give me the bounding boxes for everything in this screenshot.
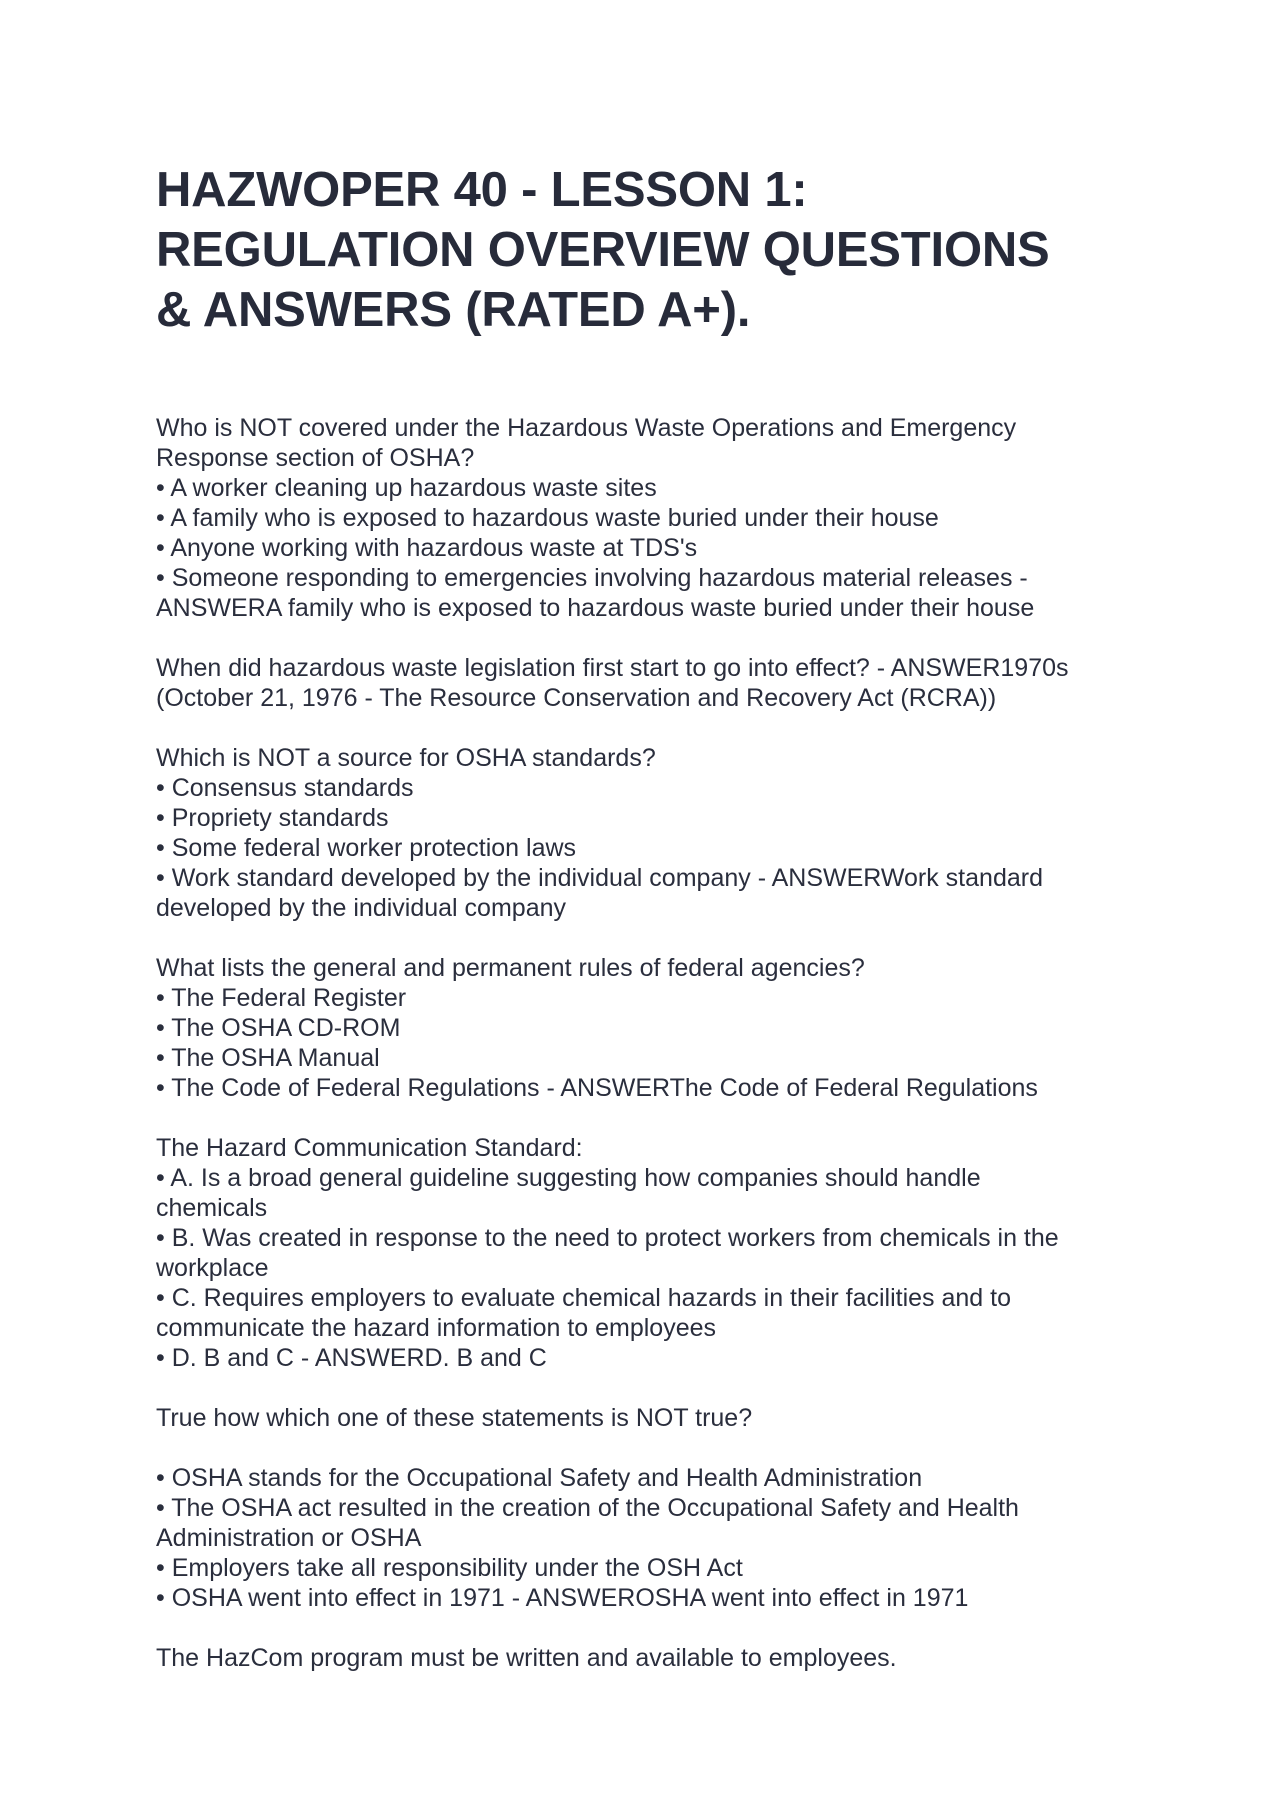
text-line: • Employers take all responsibility under the OSH Act — [156, 1554, 743, 1582]
text-line: Administration or OSHA — [156, 1524, 422, 1552]
text-line: ANSWERA family who is exposed to hazardous waste buried under their house — [156, 594, 1035, 622]
paragraph-gap — [156, 623, 1126, 653]
text-line: • Anyone working with hazardous waste at TDS's — [156, 534, 698, 562]
text-line: • C. Requires employers to evaluate chemical hazards in their facilities and to — [156, 1284, 1011, 1312]
title-line: REGULATION OVERVIEW QUESTIONS — [156, 223, 1050, 277]
paragraph-gap — [156, 1433, 1126, 1463]
text-line: (October 21, 1976 - The Resource Conservation and Recovery Act (RCRA)) — [156, 684, 997, 712]
text-line: When did hazardous waste legislation first start to go into effect? - ANSWER1970s — [156, 654, 1069, 682]
text-line: • Someone responding to emergencies involving hazardous material releases - — [156, 564, 1028, 592]
title-line: & ANSWERS (RATED A+). — [156, 283, 751, 337]
text-line: • The Federal Register — [156, 984, 407, 1012]
text-line: Which is NOT a source for OSHA standards? — [156, 744, 656, 772]
text-line: • Work standard developed by the individual company - ANSWERWork standard — [156, 864, 1043, 892]
document-page — [156, 160, 1126, 1673]
text-line: • A family who is exposed to hazardous waste buried under their house — [156, 504, 939, 532]
text-line: developed by the individual company — [156, 894, 566, 922]
text-line: What lists the general and permanent rules of federal agencies? — [156, 954, 865, 982]
text-line: workplace — [156, 1254, 269, 1282]
paragraph-gap — [156, 1613, 1126, 1643]
text-line: • Some federal worker protection laws — [156, 834, 577, 862]
question-block-5 — [156, 1133, 1126, 1373]
text-line: • OSHA stands for the Occupational Safety and Health Administration — [156, 1464, 923, 1492]
question-block-1 — [156, 413, 1126, 623]
text-line: • Propriety standards — [156, 804, 389, 832]
text-line: chemicals — [156, 1194, 268, 1222]
question-block-4 — [156, 953, 1126, 1103]
text-line: • OSHA went into effect in 1971 - ANSWEROSHA went into effect in 1971 — [156, 1584, 969, 1612]
text-line: • A. Is a broad general guideline suggesting how companies should handle — [156, 1164, 981, 1192]
paragraph-gap — [156, 1103, 1126, 1133]
text-line: • Consensus standards — [156, 774, 414, 802]
paragraph-gap — [156, 713, 1126, 743]
text-line: • The OSHA CD-ROM — [156, 1014, 401, 1042]
question-block-7 — [156, 1643, 1126, 1673]
document-body — [156, 413, 1126, 1673]
question-block-3 — [156, 743, 1126, 923]
text-line: True how which one of these statements is NOT true? — [156, 1404, 753, 1432]
text-line: The Hazard Communication Standard: — [156, 1134, 583, 1162]
text-line: • The OSHA act resulted in the creation of the Occupational Safety and Health — [156, 1494, 1019, 1522]
text-line: • A worker cleaning up hazardous waste sites — [156, 474, 657, 502]
text-line: Who is NOT covered under the Hazardous Waste Operations and Emergency — [156, 414, 1017, 442]
title-line: HAZWOPER 40 - LESSON 1: — [156, 163, 808, 217]
text-line: • B. Was created in response to the need to protect workers from chemicals in the — [156, 1224, 1059, 1252]
question-block-2 — [156, 653, 1126, 713]
text-line: The HazCom program must be written and available to employees. — [156, 1644, 897, 1672]
document-title — [156, 160, 1126, 340]
text-line: • The Code of Federal Regulations - ANSWERThe Code of Federal Regulations — [156, 1074, 1038, 1102]
paragraph-gap — [156, 1373, 1126, 1403]
text-line: communicate the hazard information to employees — [156, 1314, 717, 1342]
text-line: • D. B and C - ANSWERD. B and C — [156, 1344, 547, 1372]
text-line: Response section of OSHA? — [156, 444, 475, 472]
text-line: • The OSHA Manual — [156, 1044, 380, 1072]
paragraph-gap — [156, 923, 1126, 953]
question-block-6 — [156, 1403, 1126, 1613]
